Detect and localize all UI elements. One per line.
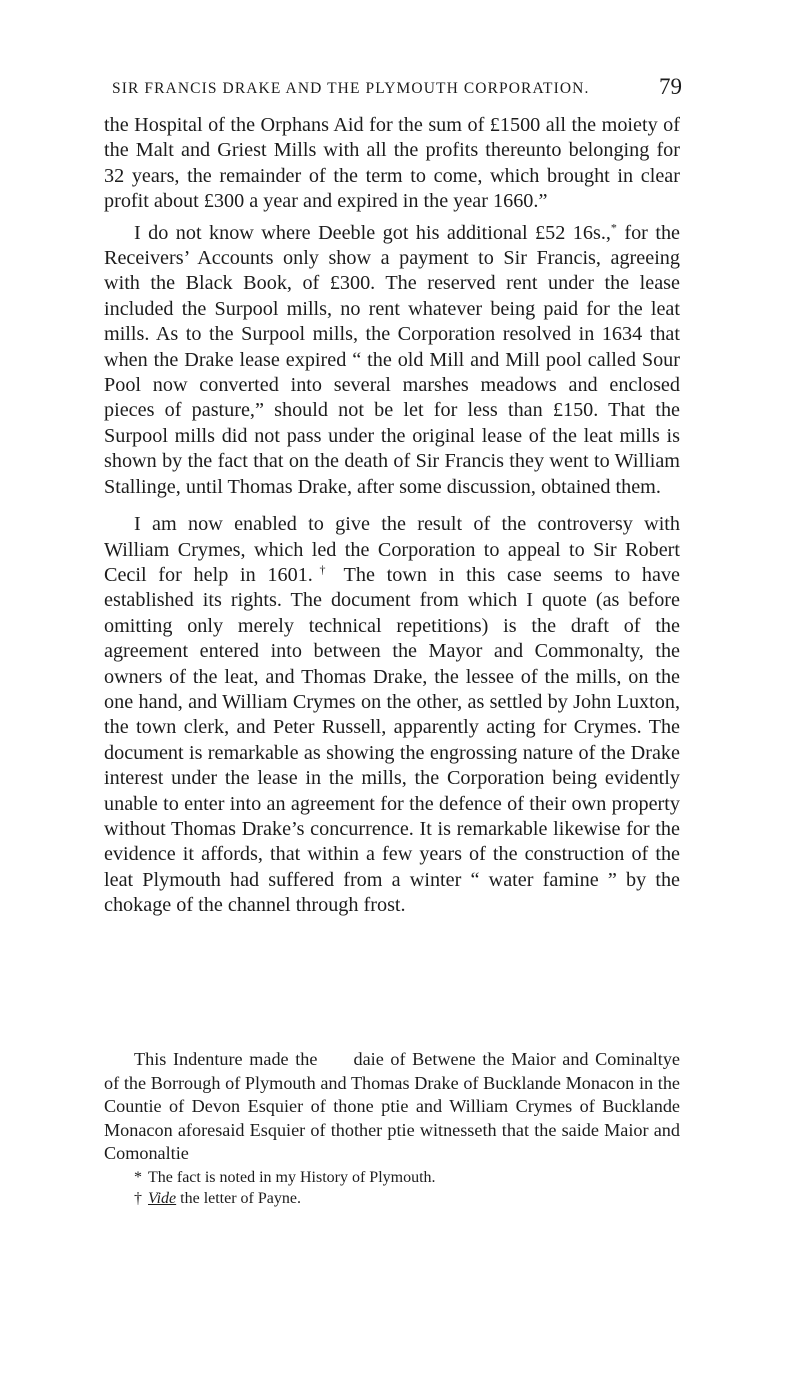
paragraph-deeble bbox=[104, 221, 680, 500]
footnote-italic-word: Vide bbox=[148, 1190, 177, 1207]
paragraph-text-before: I do not know where Deeble got his additional £52 16s., bbox=[134, 221, 611, 244]
footnote-mark: † bbox=[134, 1190, 142, 1207]
running-head bbox=[112, 76, 682, 106]
paragraph-text-after: for the Receivers’ Accounts only show a payment to Sir Francis, agreeing with the Black Book, of £300. The reserved rent under the lease included the Surpool mills, no rent whatever being paid for the leat mills. As to the Surpool mills, the Corporation resolved in 1634 that when the Drake lease expired “ the old Mill and Mill pool called Sour Pool now converted into several marshes meadows and enclosed pieces of pasture,” should not be let for less than £150. That the Surpool mills did not pass under the original lease of the leat mills is shown by the fact that on the death of Sir Francis they went to William Stallinge, until Thomas Drake, after some discussion, obtained them. bbox=[104, 221, 680, 498]
footnote-reference: * bbox=[610, 219, 617, 234]
indenture-quotation bbox=[104, 1048, 680, 1166]
footnote-reference: † bbox=[312, 562, 333, 577]
paragraph-text: the Hospital of the Orphans Aid for the sum of £1500 all the moiety of the Malt and Griest Mills with all the profits thereunto belonging for 32 years, the remainder of the term to come, which brought in clear profit about £300 a year and expired in the year 1660.” bbox=[104, 114, 680, 213]
footnote bbox=[104, 1167, 680, 1188]
footnote-text: the letter of Payne. bbox=[180, 1190, 301, 1207]
paragraph-continuation bbox=[104, 113, 680, 215]
footnote-text: The fact is noted in my History of Plymouth. bbox=[148, 1169, 436, 1186]
running-title: SIR FRANCIS DRAKE AND THE PLYMOUTH CORPORATION. bbox=[112, 80, 590, 97]
paragraph-crymes bbox=[104, 512, 680, 919]
indenture-text-before: This Indenture made the bbox=[134, 1049, 318, 1069]
paragraph-text-before: I am now enabled to give the result of the controversy with William Crymes, which led the Corporation to appeal to Sir Robert Cecil for help in 1601. bbox=[104, 513, 680, 586]
footnotes bbox=[104, 1167, 680, 1209]
footnote bbox=[104, 1188, 680, 1209]
body-text bbox=[104, 113, 680, 925]
footnote-mark: * bbox=[134, 1169, 142, 1186]
paragraph-text-after: The town in this case seems to have established its rights. The document from which I quote (as before omitting only merely technical repetitions) is the draft of the agreement entered into between the Mayor and Commonalty, the owners of the leat, and Thomas Drake, the lessee of the mills, on the one hand, and William Crymes on the other, as settled by John Luxton, the town clerk, and Peter Russell, apparently acting for Crymes. The document is remarkable as showing the engrossing nature of the Drake interest under the lease in the mills, the Corporation being evidently unable to enter into an agreement for the defence of their own property without Thomas Drake’s concurrence. It is remarkable likewise for the evidence it affords, that within a few years of the construction of the leat Plymouth had suffered from a winter “ water famine ” by the chokage of the channel through frost. bbox=[104, 563, 680, 917]
indenture-text bbox=[104, 1048, 680, 1166]
indenture-text-after: daie of Betwene the Maior and Cominaltye of the Borrough of Plymouth and Thomas Drake of Bucklande Monacon in the Countie of Devon Esquier of thone ptie and William Crymes of Bucklande Monacon aforesaid Esquier of thother ptie witnesseth that the saide Maior and Comonaltie bbox=[104, 1049, 680, 1164]
page-number: 79 bbox=[659, 74, 682, 99]
